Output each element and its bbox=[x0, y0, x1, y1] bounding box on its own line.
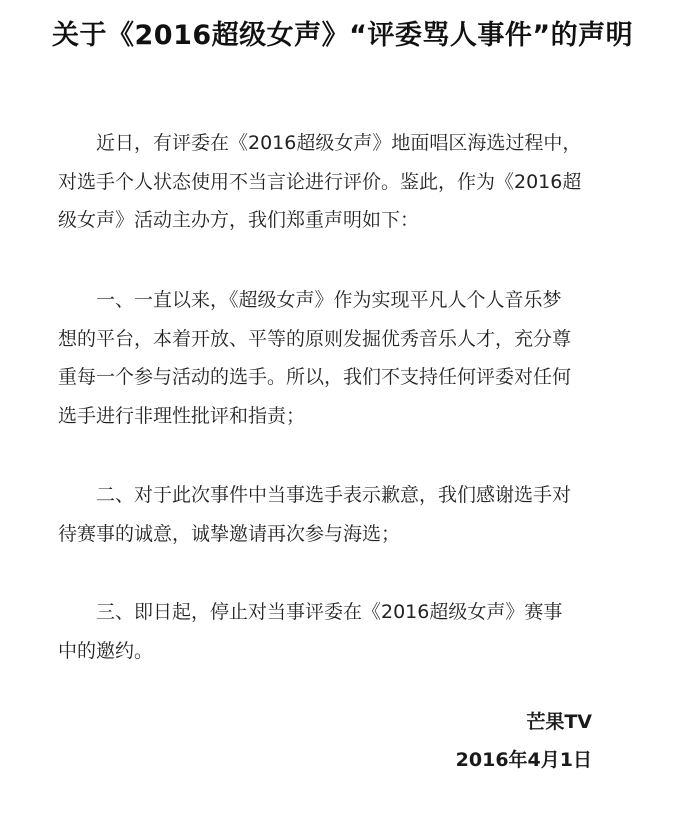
paragraph-point-one bbox=[58, 281, 618, 435]
paragraph-line: 级女声》活动主办方，我们郑重声明如下： bbox=[58, 209, 420, 231]
paragraph-line: 对选手个人状态使用不当言论进行评价。鉴此，作为《2016超 bbox=[58, 170, 582, 193]
paragraph-line: 三、即日起，停止对当事评委在《2016超级女声》赛事 bbox=[96, 601, 563, 623]
paragraph-intro bbox=[58, 124, 618, 240]
paragraph-line: 二、对于此次事件中当事选手表示歉意，我们感谢选手对 bbox=[96, 484, 572, 506]
paragraph-line: 待赛事的诚意，诚挚邀请再次参与海选； bbox=[58, 522, 401, 545]
paragraph-line: 想的平台，本着开放、平等的原则发掘优秀音乐人才，充分尊 bbox=[58, 327, 572, 350]
paragraph-point-three bbox=[58, 593, 618, 670]
paragraph-line: 选手进行非理性批评和指责； bbox=[58, 404, 306, 427]
paragraph-line: 中的邀约。 bbox=[58, 639, 154, 662]
paragraph-point-two bbox=[58, 476, 618, 553]
signature-organization: 芒果TV bbox=[526, 711, 592, 733]
paragraph-line: 一、一直以来，《超级女声》作为实现平凡人个人音乐梦 bbox=[96, 289, 562, 311]
paragraph-line: 重每一个参与活动的选手。所以，我们不支持任何评委对任何 bbox=[58, 366, 572, 388]
signature-date: 2016年4月1日 bbox=[455, 749, 592, 771]
paragraph-line: 近日，有评委在《2016超级女声》地面唱区海选过程中， bbox=[96, 132, 582, 154]
document-title: 关于《2016超级女声》“评委骂人事件”的声明 bbox=[52, 20, 634, 51]
